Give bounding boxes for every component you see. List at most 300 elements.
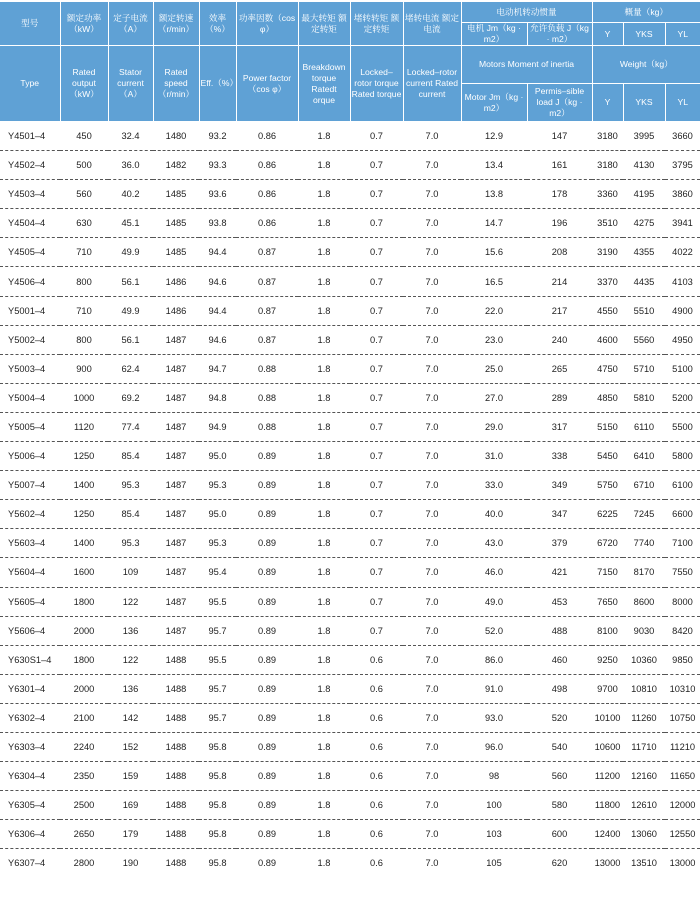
cell-rated-speed: 1487 [153, 587, 199, 616]
cell-weight-yl: 7550 [665, 558, 700, 587]
cell-weight-yks: 11710 [623, 732, 665, 761]
cell-weight-yl: 3660 [665, 122, 700, 151]
cell-weight-yl: 10310 [665, 674, 700, 703]
th-weight-yks-zh: YKS [623, 23, 665, 46]
cell-stator-current: 122 [108, 587, 153, 616]
cell-weight-yks: 13060 [623, 820, 665, 849]
cell-motor-jm: 23.0 [461, 325, 527, 354]
cell-stator-current: 49.9 [108, 238, 153, 267]
cell-locked-rotor-torque: 0.7 [350, 209, 403, 238]
cell-permissible-load: 600 [527, 820, 592, 849]
cell-rated-speed: 1485 [153, 209, 199, 238]
cell-locked-rotor-current: 7.0 [403, 500, 461, 529]
cell-locked-rotor-current: 7.0 [403, 587, 461, 616]
cell-rated-output: 560 [60, 180, 108, 209]
cell-weight-y: 3360 [592, 180, 623, 209]
cell-breakdown-torque: 1.8 [298, 471, 350, 500]
cell-motor-jm: 25.0 [461, 354, 527, 383]
cell-weight-yl: 11650 [665, 762, 700, 791]
cell-eff: 95.8 [208, 858, 227, 869]
cell-permissible-load: 460 [527, 645, 592, 674]
cell-motor-jm: 46.0 [461, 558, 527, 587]
cell-eff: 94.9 [199, 412, 236, 441]
cell-weight-yks: 4355 [623, 238, 665, 267]
cell-type: Y630S1–4 [0, 645, 60, 674]
cell-locked-rotor-current: 7.0 [403, 296, 461, 325]
table-row [0, 267, 700, 296]
cell-eff: 94.4 [199, 296, 236, 325]
table-row [0, 849, 700, 878]
cell-locked-rotor-torque: 0.7 [350, 500, 403, 529]
cell-locked-rotor-current: 7.0 [403, 820, 461, 849]
cell-weight-y: 10600 [592, 732, 623, 761]
cell-motor-jm: 98 [461, 762, 527, 791]
cell-rated-speed: 1487 [153, 471, 199, 500]
cell-weight-yks: 4275 [623, 209, 665, 238]
table-row [0, 325, 700, 354]
cell-weight-yks: 6710 [623, 471, 665, 500]
th-locked-rotor-torque-en: Locked–rotor torque Rated torque [350, 46, 403, 122]
cell-rated-speed: 1488 [153, 820, 199, 849]
cell-motor-jm: 13.8 [461, 180, 527, 209]
cell-power-factor: 0.89 [236, 616, 298, 645]
cell-type: Y5003–4 [0, 354, 60, 383]
cell-stator-current: 169 [108, 791, 153, 820]
cell-eff: 95.8 [199, 732, 236, 761]
cell-weight-yl: 10750 [665, 703, 700, 732]
table-row [0, 645, 700, 674]
th-motor-jm-en: Motor Jm（kg · m2） [461, 84, 527, 122]
table-row [0, 296, 700, 325]
cell-type: Y5005–4 [0, 412, 60, 441]
cell-weight-yks: 6410 [623, 442, 665, 471]
cell-motor-jm: 15.6 [461, 238, 527, 267]
cell-rated-speed: 1488 [153, 703, 199, 732]
cell-weight-yl: 8000 [665, 587, 700, 616]
cell-locked-rotor-current: 7.0 [403, 209, 461, 238]
cell-breakdown-torque: 1.8 [298, 442, 350, 471]
cell-weight-y: 5750 [592, 471, 623, 500]
cell-rated-speed: 1487 [153, 354, 199, 383]
table-row [0, 703, 700, 732]
cell-rated-speed: 1488 [153, 732, 199, 761]
cell-rated-speed: 1488 [153, 791, 199, 820]
cell-weight-y: 9700 [592, 674, 623, 703]
cell-stator-current: 109 [108, 558, 153, 587]
cell-breakdown-torque: 1.8 [298, 500, 350, 529]
cell-power-factor: 0.87 [236, 296, 298, 325]
cell-weight-yks: 7740 [623, 529, 665, 558]
cell-locked-rotor-torque: 0.7 [350, 442, 403, 471]
cell-eff: 95.3 [199, 471, 236, 500]
cell-weight-yl: 7100 [665, 529, 700, 558]
cell-power-factor: 0.86 [236, 209, 298, 238]
cell-type: Y5604–4 [0, 558, 60, 587]
cell-weight-yks: 8600 [623, 587, 665, 616]
cell-rated-output: 1400 [60, 471, 108, 500]
cell-rated-speed: 1482 [153, 151, 199, 180]
table-row [0, 558, 700, 587]
th-motor-jm-zh: 电机 Jm（kg · m2） [461, 23, 527, 46]
cell-weight-yl: 5500 [665, 412, 700, 441]
cell-power-factor: 0.89 [236, 762, 298, 791]
cell-weight-y: 11800 [592, 791, 623, 820]
cell-stator-current: 49.9 [108, 296, 153, 325]
cell-permissible-load: 580 [527, 791, 592, 820]
cell-permissible-load: 147 [527, 122, 592, 151]
cell-stator-current: 152 [108, 732, 153, 761]
cell-weight-yks: 5510 [623, 296, 665, 325]
cell-rated-output: 2500 [60, 791, 108, 820]
cell-eff: 94.7 [199, 354, 236, 383]
cell-power-factor: 0.88 [236, 354, 298, 383]
cell-type: Y4505–4 [0, 238, 60, 267]
cell-rated-speed: 1485 [153, 238, 199, 267]
cell-motor-jm: 52.0 [461, 616, 527, 645]
cell-type: Y5606–4 [0, 616, 60, 645]
cell-weight-yl: 6600 [665, 500, 700, 529]
cell-permissible-load: 453 [527, 587, 592, 616]
cell-weight-yl: 13000 [669, 858, 696, 869]
cell-permissible-load: 317 [527, 412, 592, 441]
cell-locked-rotor-torque: 0.7 [350, 412, 403, 441]
cell-locked-rotor-torque: 0.7 [350, 616, 403, 645]
cell-motor-jm: 86.0 [461, 645, 527, 674]
cell-rated-output: 2800 [73, 858, 95, 869]
th-weight-group-zh: 概量（kg） [592, 2, 700, 23]
cell-locked-rotor-current: 7.0 [403, 791, 461, 820]
cell-power-factor: 0.89 [236, 471, 298, 500]
cell-locked-rotor-current: 7.0 [403, 471, 461, 500]
cell-breakdown-torque: 1.8 [298, 122, 350, 151]
cell-power-factor: 0.89 [236, 791, 298, 820]
cell-weight-y: 13000 [594, 858, 621, 869]
cell-permissible-load: 488 [527, 616, 592, 645]
cell-permissible-load: 196 [527, 209, 592, 238]
cell-breakdown-torque: 1.8 [298, 354, 350, 383]
cell-weight-y: 6225 [592, 500, 623, 529]
cell-stator-current: 45.1 [108, 209, 153, 238]
th-locked-rotor-current-en: Locked–rotor current Rated current [403, 46, 461, 122]
cell-eff: 95.0 [199, 442, 236, 471]
th-weight-y-en: Y [592, 84, 623, 122]
th-weight-yl-en: YL [665, 84, 700, 122]
cell-breakdown-torque: 1.8 [298, 645, 350, 674]
cell-power-factor: 0.89 [236, 645, 298, 674]
cell-power-factor: 0.89 [236, 820, 298, 849]
cell-weight-y: 3180 [592, 122, 623, 151]
cell-weight-y: 4750 [592, 354, 623, 383]
cell-locked-rotor-current: 7.0 [403, 267, 461, 296]
cell-weight-yl: 3860 [665, 180, 700, 209]
cell-motor-jm: 96.0 [461, 732, 527, 761]
cell-weight-yks: 5810 [623, 383, 665, 412]
table-header [0, 2, 700, 122]
th-weight-yl-zh: YL [665, 23, 700, 46]
cell-permissible-load: 208 [527, 238, 592, 267]
cell-permissible-load: 421 [527, 558, 592, 587]
cell-rated-output: 450 [60, 122, 108, 151]
cell-breakdown-torque: 1.8 [317, 858, 331, 869]
th-weight-y-zh: Y [592, 23, 623, 46]
cell-motor-jm: 49.0 [461, 587, 527, 616]
th-inertia-group-zh: 电动机转动惯量 [461, 2, 592, 23]
cell-weight-yks: 13510 [631, 858, 657, 869]
cell-rated-output: 1800 [60, 587, 108, 616]
cell-type: Y5001–4 [0, 296, 60, 325]
cell-weight-yks: 5710 [623, 354, 665, 383]
cell-breakdown-torque: 1.8 [298, 587, 350, 616]
th-weight-group-en: Weight（kg） [592, 46, 700, 84]
cell-locked-rotor-torque: 0.7 [350, 529, 403, 558]
cell-rated-output: 2000 [60, 616, 108, 645]
cell-locked-rotor-torque: 0.6 [350, 820, 403, 849]
cell-type: Y5004–4 [0, 383, 60, 412]
table-row [0, 180, 700, 209]
cell-locked-rotor-current: 7.0 [403, 558, 461, 587]
cell-locked-rotor-current: 7.0 [403, 762, 461, 791]
cell-rated-speed: 1480 [153, 122, 199, 151]
cell-power-factor: 0.89 [236, 587, 298, 616]
cell-weight-yl: 4900 [665, 296, 700, 325]
cell-permissible-load: 265 [527, 354, 592, 383]
cell-type: Y6302–4 [0, 703, 60, 732]
cell-locked-rotor-torque: 0.6 [370, 858, 383, 869]
cell-weight-yl: 6100 [665, 471, 700, 500]
cell-type: Y4501–4 [0, 122, 60, 151]
cell-eff: 95.5 [199, 587, 236, 616]
cell-rated-output: 800 [60, 325, 108, 354]
cell-weight-yks: 4130 [623, 151, 665, 180]
cell-weight-yks: 4435 [623, 267, 665, 296]
cell-rated-output: 1250 [60, 442, 108, 471]
th-stator-current-zh: 定子电流（A） [108, 2, 153, 46]
cell-weight-y: 12400 [592, 820, 623, 849]
cell-rated-output: 2650 [60, 820, 108, 849]
th-breakdown-torque-en: Breakdown torque Ratedt orque [298, 46, 350, 122]
cell-permissible-load: 240 [527, 325, 592, 354]
cell-motor-jm: 100 [461, 791, 527, 820]
cell-weight-y: 5150 [592, 412, 623, 441]
cell-locked-rotor-current: 7.0 [403, 325, 461, 354]
th-permissible-load-en: Permis–sible load J（kg · m2） [527, 84, 592, 122]
cell-rated-output: 2000 [60, 674, 108, 703]
cell-weight-yks: 10360 [623, 645, 665, 674]
cell-eff: 93.2 [199, 122, 236, 151]
cell-eff: 93.6 [199, 180, 236, 209]
cell-breakdown-torque: 1.8 [298, 296, 350, 325]
cell-rated-speed: 1487 [153, 529, 199, 558]
cell-power-factor: 0.89 [236, 529, 298, 558]
cell-breakdown-torque: 1.8 [298, 762, 350, 791]
cell-weight-yl: 3795 [665, 151, 700, 180]
table-row [0, 529, 700, 558]
cell-locked-rotor-current: 7.0 [403, 238, 461, 267]
cell-power-factor: 0.89 [236, 703, 298, 732]
cell-motor-jm: 13.4 [461, 151, 527, 180]
cell-weight-y: 11200 [592, 762, 623, 791]
cell-weight-yks: 4195 [623, 180, 665, 209]
table-row [0, 820, 700, 849]
cell-power-factor: 0.87 [236, 267, 298, 296]
cell-weight-y: 9250 [592, 645, 623, 674]
th-power-factor-zh: 功率因数（cos φ） [236, 2, 298, 46]
cell-weight-yks: 6110 [623, 412, 665, 441]
cell-permissible-load: 347 [527, 500, 592, 529]
cell-weight-yks: 3995 [623, 122, 665, 151]
table-row [0, 412, 700, 441]
table-row [0, 587, 700, 616]
cell-rated-speed: 1487 [153, 412, 199, 441]
cell-type: Y6304–4 [0, 762, 60, 791]
cell-weight-yl: 9850 [665, 645, 700, 674]
cell-weight-y: 8100 [592, 616, 623, 645]
cell-breakdown-torque: 1.8 [298, 529, 350, 558]
cell-power-factor: 0.88 [236, 383, 298, 412]
cell-type: Y5602–4 [0, 500, 60, 529]
cell-permissible-load: 178 [527, 180, 592, 209]
cell-type: Y4506–4 [0, 267, 60, 296]
cell-locked-rotor-torque: 0.6 [350, 791, 403, 820]
th-eff-zh: 效率（%） [199, 2, 236, 46]
cell-weight-yks: 12610 [623, 791, 665, 820]
cell-rated-speed: 1486 [153, 296, 199, 325]
table-row [0, 500, 700, 529]
table-row [0, 354, 700, 383]
cell-locked-rotor-current: 7.0 [403, 529, 461, 558]
cell-rated-output: 1120 [60, 412, 108, 441]
cell-eff: 95.8 [199, 762, 236, 791]
cell-type: Y6305–4 [0, 791, 60, 820]
cell-weight-yks: 12160 [623, 762, 665, 791]
cell-rated-output: 2350 [60, 762, 108, 791]
cell-power-factor: 0.87 [236, 325, 298, 354]
cell-locked-rotor-torque: 0.6 [350, 732, 403, 761]
cell-breakdown-torque: 1.8 [298, 703, 350, 732]
cell-locked-rotor-torque: 0.7 [350, 267, 403, 296]
cell-rated-output: 630 [60, 209, 108, 238]
cell-weight-y: 4550 [592, 296, 623, 325]
cell-locked-rotor-current: 7.0 [403, 383, 461, 412]
cell-motor-jm: 22.0 [461, 296, 527, 325]
th-rated-output-en: Rated output（kW） [60, 46, 108, 122]
cell-stator-current: 77.4 [108, 412, 153, 441]
cell-motor-jm: 40.0 [461, 500, 527, 529]
table-row [0, 471, 700, 500]
cell-rated-speed: 1487 [153, 558, 199, 587]
cell-rated-output: 1250 [60, 500, 108, 529]
cell-stator-current: 40.2 [108, 180, 153, 209]
cell-eff: 94.6 [199, 267, 236, 296]
cell-locked-rotor-current: 7.0 [403, 703, 461, 732]
cell-type: Y4502–4 [0, 151, 60, 180]
cell-locked-rotor-current: 7.0 [403, 442, 461, 471]
cell-motor-jm: 105 [486, 858, 502, 869]
cell-rated-output: 900 [60, 354, 108, 383]
cell-rated-output: 500 [60, 151, 108, 180]
cell-eff: 95.0 [199, 500, 236, 529]
table-row [0, 732, 700, 761]
cell-permissible-load: 540 [527, 732, 592, 761]
cell-locked-rotor-torque: 0.6 [350, 762, 403, 791]
th-breakdown-torque-zh: 最大转矩 额定转矩 [298, 2, 350, 46]
cell-breakdown-torque: 1.8 [298, 558, 350, 587]
cell-rated-output: 710 [60, 238, 108, 267]
cell-stator-current: 85.4 [108, 442, 153, 471]
cell-locked-rotor-current: 7.0 [403, 122, 461, 151]
cell-permissible-load: 379 [527, 529, 592, 558]
cell-locked-rotor-current: 7.0 [403, 674, 461, 703]
cell-eff: 94.4 [199, 238, 236, 267]
cell-rated-output: 1400 [60, 529, 108, 558]
cell-locked-rotor-torque: 0.6 [350, 703, 403, 732]
table-body [0, 122, 700, 878]
cell-stator-current: 159 [108, 762, 153, 791]
cell-locked-rotor-torque: 0.7 [350, 587, 403, 616]
cell-motor-jm: 93.0 [461, 703, 527, 732]
cell-type: Y5006–4 [0, 442, 60, 471]
cell-locked-rotor-torque: 0.7 [350, 151, 403, 180]
cell-permissible-load: 349 [527, 471, 592, 500]
cell-power-factor: 0.89 [236, 558, 298, 587]
cell-weight-yks: 8170 [623, 558, 665, 587]
cell-weight-y: 3370 [592, 267, 623, 296]
th-weight-yks-en: YKS [623, 84, 665, 122]
cell-stator-current: 62.4 [108, 354, 153, 383]
cell-stator-current: 56.1 [108, 267, 153, 296]
cell-eff: 95.8 [199, 791, 236, 820]
cell-rated-speed: 1486 [153, 267, 199, 296]
cell-weight-yl: 11210 [665, 732, 700, 761]
cell-locked-rotor-current: 7.0 [403, 354, 461, 383]
th-rated-speed-zh: 额定转速（r/min） [153, 2, 199, 46]
cell-breakdown-torque: 1.8 [298, 267, 350, 296]
th-inertia-group-en: Motors Moment of inertia [461, 46, 592, 84]
cell-rated-speed: 1487 [153, 616, 199, 645]
cell-stator-current: 190 [122, 858, 139, 869]
cell-weight-y: 5450 [592, 442, 623, 471]
cell-power-factor: 0.89 [236, 732, 298, 761]
cell-weight-y: 4600 [592, 325, 623, 354]
cell-weight-y: 7650 [592, 587, 623, 616]
cell-locked-rotor-current: 7.0 [403, 412, 461, 441]
table-row [0, 616, 700, 645]
cell-weight-yl: 4950 [665, 325, 700, 354]
cell-type: Y6303–4 [0, 732, 60, 761]
cell-weight-yks: 11260 [623, 703, 665, 732]
cell-locked-rotor-torque: 0.6 [350, 674, 403, 703]
cell-permissible-load: 214 [527, 267, 592, 296]
cell-rated-speed: 1488 [165, 858, 187, 869]
cell-motor-jm: 43.0 [461, 529, 527, 558]
cell-locked-rotor-torque: 0.7 [350, 383, 403, 412]
cell-power-factor: 0.89 [257, 858, 277, 869]
cell-motor-jm: 27.0 [461, 383, 527, 412]
cell-motor-jm: 33.0 [461, 471, 527, 500]
cell-weight-y: 3180 [592, 151, 623, 180]
cell-eff: 93.3 [199, 151, 236, 180]
cell-weight-yl: 5200 [665, 383, 700, 412]
cell-weight-y: 10100 [592, 703, 623, 732]
cell-eff: 95.8 [199, 820, 236, 849]
cell-breakdown-torque: 1.8 [298, 732, 350, 761]
cell-rated-speed: 1485 [153, 180, 199, 209]
cell-locked-rotor-current: 7.0 [403, 645, 461, 674]
cell-stator-current: 95.3 [108, 471, 153, 500]
cell-breakdown-torque: 1.8 [298, 151, 350, 180]
cell-stator-current: 32.4 [108, 122, 153, 151]
cell-breakdown-torque: 1.8 [298, 616, 350, 645]
